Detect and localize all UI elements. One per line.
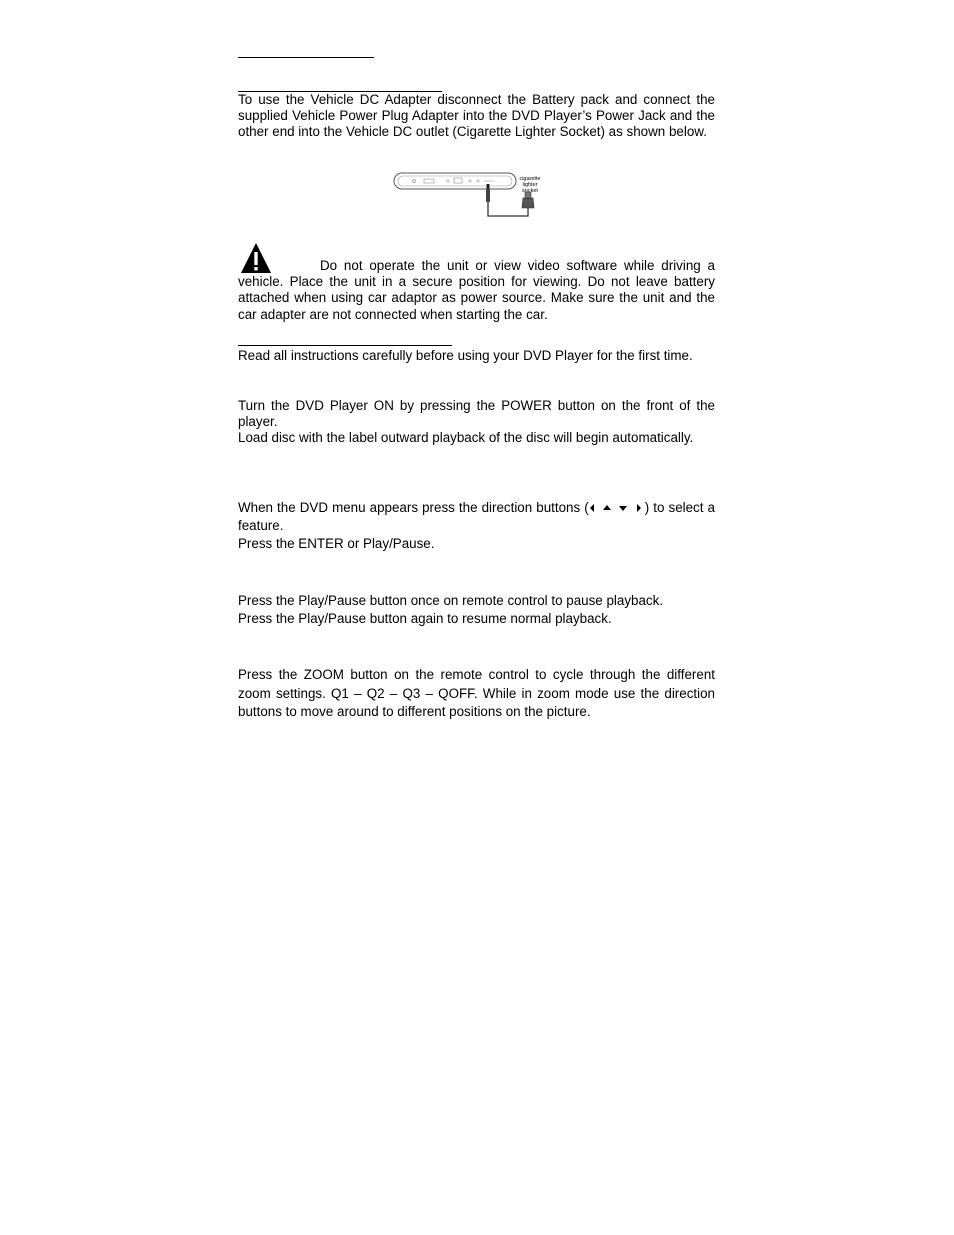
resume-line: Press the Play/Pause button again to resume normal playback. bbox=[238, 611, 612, 626]
pause-paragraph bbox=[238, 592, 715, 628]
power-on-line: Turn the DVD Player ON by pressing the POWER button on the front of the player. bbox=[238, 398, 715, 430]
heading-rule-3 bbox=[238, 345, 452, 346]
vehicle-adapter-diagram bbox=[390, 168, 550, 248]
heading-rule-1 bbox=[238, 57, 374, 58]
dvd-player-outline bbox=[394, 173, 516, 189]
diagram-label-line-1: cigarette bbox=[519, 176, 541, 182]
menu-line-end: ) to select a feature. bbox=[238, 500, 715, 533]
pause-line: Press the Play/Pause button once on remote control to pause playback. bbox=[238, 593, 664, 608]
power-on-paragraph bbox=[238, 398, 715, 447]
cigarette-plug bbox=[522, 198, 534, 208]
direction-arrows-icon bbox=[589, 503, 645, 513]
warning-paragraph: Do not operate the unit or view video software while driving a vehicle. Place the unit in a secure position for viewing. Do not leave battery attached when using car adaptor as power source. Make sure the unit and the car adapter are not connected when starting the car. bbox=[238, 258, 715, 322]
zoom-paragraph: Press the ZOOM button on the remote control to cycle through the different zoom settings. Q1 – Q2 – Q3 – QOFF. While in zoom mode use the direction buttons to move around to different positions on the picture. bbox=[238, 667, 715, 719]
menu-paragraph bbox=[238, 499, 715, 534]
menu-line-start: When the DVD menu appears press the direction buttons ( bbox=[238, 500, 589, 515]
diagram-label-line-2: lighter bbox=[522, 182, 538, 188]
vehicle-adapter-paragraph: To use the Vehicle DC Adapter disconnect the Battery pack and connect the supplied Vehicle Power Plug Adapter into the DVD Player’s Power Jack and the other end into the Vehicle DC outlet (Cigarette Lighter Socket) as shown below. bbox=[238, 92, 715, 140]
enter-paragraph: Press the ENTER or Play/Pause. bbox=[238, 536, 435, 551]
load-disc-line: Load disc with the label outward playback of the disc will begin automatically. bbox=[238, 430, 694, 446]
diagram-label-line-3: socket bbox=[522, 188, 538, 194]
instructions-paragraph: Read all instructions carefully before using your DVD Player for the first time. bbox=[238, 348, 693, 363]
